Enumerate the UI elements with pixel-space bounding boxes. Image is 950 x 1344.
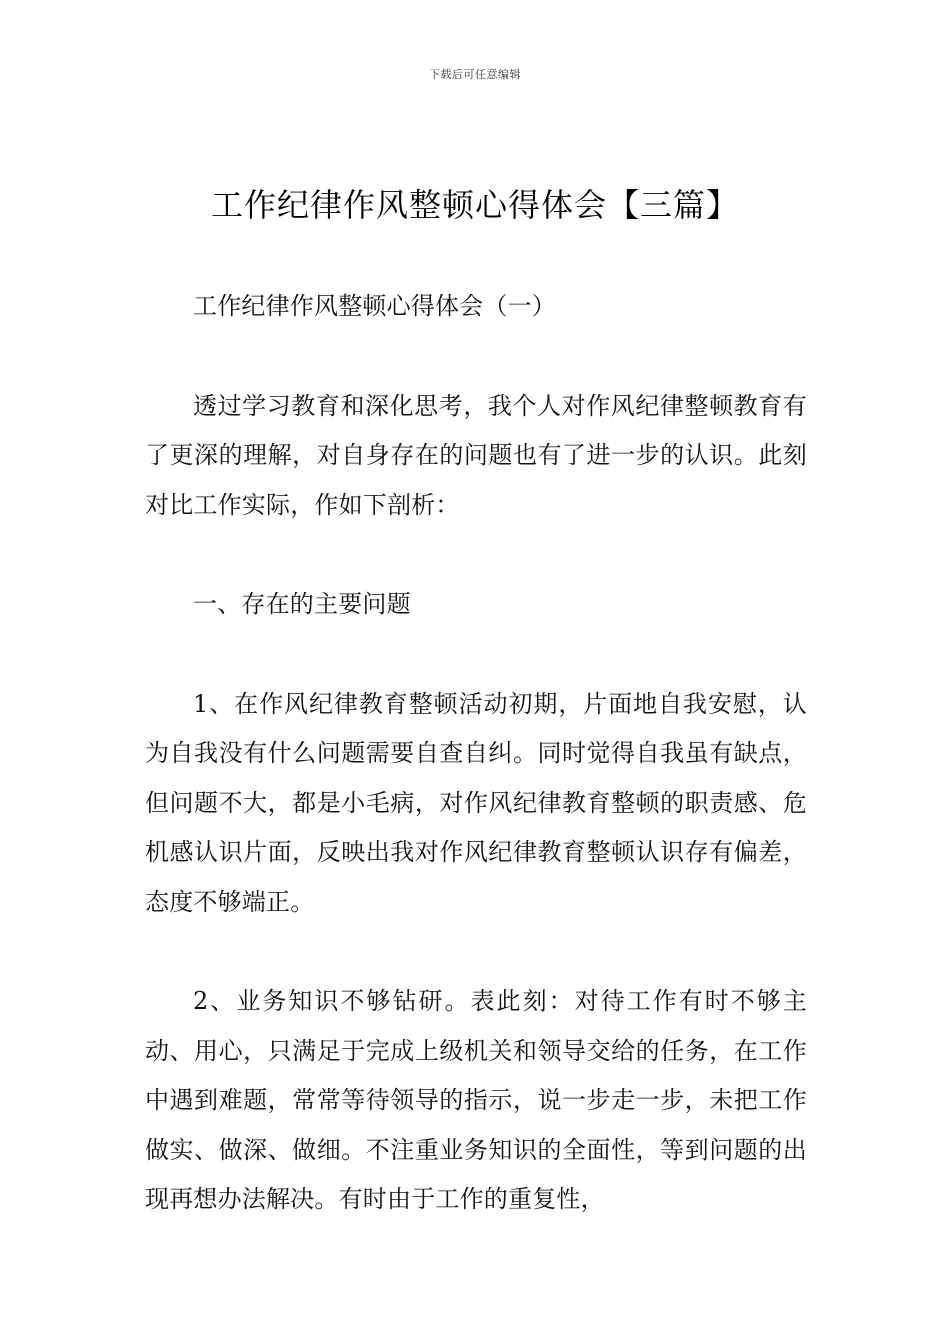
paragraph-gap [145, 630, 807, 680]
intro-paragraph: 透过学习教育和深化思考，我个人对作风纪律整顿教育有了更深的理解，对自身存在的问题也有了进一步的认识。此刻对比工作实际，作如下剖析： [145, 391, 807, 519]
document-title: 工作纪律作风整顿心得体会【三篇】 [210, 186, 739, 224]
problem-paragraph-1: 1、在作风纪律教育整顿活动初期，片面地自我安慰，认为自我没有什么问题需要自查自纠。同时觉得自我虽有缺点，但问题不大，都是小毛病，对作风纪律教育整顿的职责感、危机感认识片面，反映出我对作风纪律教育整顿认识存有偏差，态度不够端正。 [145, 689, 807, 916]
paragraph-gap [145, 927, 807, 977]
paragraph-gap [145, 530, 807, 580]
document-body [145, 282, 807, 1225]
section-heading-one: 工作纪律作风整顿心得体会（一） [193, 292, 556, 320]
problem-paragraph-2: 2、业务知识不够钻研。表此刻：对待工作有时不够主动、用心，只满足于完成上级机关和领导交给的任务，在工作中遇到难题，常常等待领导的指示，说一步走一步，未把工作做实、做深、做细。不注重业务知识的全面性，等到问题的出现再想办法解决。有时由于工作的重复性， [145, 987, 807, 1213]
subheading-main-problems: 一、存在的主要问题 [193, 590, 411, 618]
header-note: 下载后可任意编辑 [429, 68, 521, 81]
paragraph-gap [145, 332, 807, 382]
